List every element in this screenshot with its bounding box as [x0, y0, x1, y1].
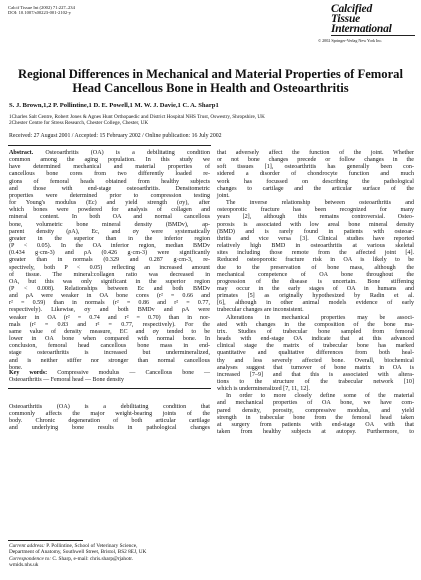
affiliation-line: 1Charles Salt Centre, Robert Jones & Agnes Hunt Orthopaedic and District Hospital NHS Trust, Oswestry, Shropshire, UK — [9, 114, 265, 120]
citation-line: Calcif Tissue Int (2002) 71:227–234 — [8, 5, 75, 10]
body-line: Alterations in mechanical properties may be associ- — [226, 314, 414, 321]
body-line: osteoporotic fracture has been recognized for many — [217, 207, 414, 214]
citation-block — [8, 5, 75, 16]
doi-line: DOI: 10.1007/s00223-001-2102-y — [8, 10, 72, 16]
abstract — [9, 150, 210, 372]
abstract-line: greater than in normals (0.329 and 0.287 g·cm-3, re- — [9, 257, 210, 264]
correspondence-label: Correspondence to: — [9, 555, 52, 562]
abstract-line: common among the aging population. In this study we — [9, 157, 210, 164]
journal-logo-line: Calcified — [331, 3, 372, 15]
abstract-line: spectively, both P < 0.05) reflecting an increased amount — [9, 264, 210, 271]
abstract-label: Abstract. — [9, 150, 34, 156]
body-line: heads with end-stage OA indicate that at this advanced — [217, 336, 414, 343]
abstract-line: (P < 0.008). Relationships between Ec and both BMDv — [9, 285, 210, 292]
body-line: In order to more closely define some of the material — [226, 393, 414, 400]
body-line: The inverse relationship between osteoarthritis and — [226, 200, 414, 207]
copyright-notice: © 2002 Springer-Verlag New York Inc. — [318, 38, 383, 43]
body-line: pared density, porosity, compressive modulus, and yield — [217, 407, 414, 414]
keywords-line: Compressive modulus — Cancellous bone — — [57, 370, 211, 376]
body-line: sites including those remote from the affected joint [4]. — [217, 250, 414, 257]
title-line: Regional Differences in Mechanical and Material Properties of Femoral — [18, 67, 403, 81]
abstract-line: parent density (ρA), Ec, and σy were systematically — [9, 228, 210, 235]
body-line: which is undermineralized [7, 11, 12]. — [217, 386, 310, 393]
body-line: work has focussed on describing the pathological — [217, 178, 414, 185]
body-line: due to the preservation of bone mass, although the — [217, 264, 414, 271]
intro-left — [9, 404, 210, 433]
body-line: strength in trabecular bone from the femoral head taken — [217, 414, 414, 421]
abstract-line: (P < 0.05). In the OA inferior region, median BMDv — [9, 243, 210, 250]
paragraph — [217, 150, 414, 200]
body-line: Reduced osteoporotic fracture risk in OA is likely to be — [217, 257, 414, 264]
body-line: quantitative and qualitative differences from both heal- — [217, 350, 414, 357]
article-title — [4, 67, 417, 95]
keywords-line: Osteoarthritis — Femoral head — Bone density — [9, 377, 124, 384]
body-line: or not bone changes precede or follow changes in the — [217, 157, 414, 164]
abstract-line: same value of density measure, EC and σy tended to be — [9, 328, 210, 335]
affiliations — [9, 114, 265, 126]
affiliation-line: 2Chester Centre for Stress Research, Chester College, Chester, UK — [9, 120, 149, 127]
abstract-first-line: Osteoarthritis (OA) is a debilitating condition — [45, 150, 210, 156]
paragraph — [217, 200, 414, 315]
abstract-line: respectively). Likewise, σy and both BMDv and ρA were — [9, 307, 210, 314]
body-line: joint. — [217, 192, 230, 199]
paragraph — [217, 315, 414, 394]
abstract-line: OA, but this was only significant in the superior region — [9, 278, 210, 285]
abstract-line: weaker in OA (r² = 0.74 and r² = 0.70) than in nor- — [9, 314, 210, 321]
abstract-line: and ρA were weaker in OA bone cores (r² = 0.66 and — [9, 293, 210, 300]
body-line: relatively high BMD in osteoarthritis at various skeletal — [217, 243, 414, 250]
received-dates: Received: 27 August 2001 / Accepted: 15 February 2002 / Online publication: 16 July 2002 — [9, 133, 222, 139]
body-line: may occur in the early stages of OA in humans and — [217, 285, 414, 292]
journal-logo — [331, 4, 419, 34]
abstract-line: for Young's modulus (Ec) and yield strength (σy), after — [9, 200, 210, 207]
body-line: and mechanical properties of OA bone, we have com- — [217, 400, 414, 407]
intro-line: commonly affects the major weight-bearing joints of the — [9, 411, 210, 418]
abstract-line: which bones were powdered for analysis of collagen and — [9, 207, 210, 214]
body-line: changes to cartilage and the articular surface of the — [217, 185, 414, 192]
body-line: taken from healthy subjects at autopsy. Furthermore, to — [217, 429, 414, 436]
abstract-line: stage osteoarthritis is increased but undermineralized, — [9, 350, 210, 357]
paragraph — [217, 393, 414, 436]
body-line: clinical stage the matrix of trabecular bone has marked — [217, 343, 414, 350]
intro-line: Osteoarthritis (OA) is a debilitating condition that — [9, 404, 210, 410]
author-list: S. J. Brown,1,2 P. Pollintine,1 D. E. Powell,1 M. W. J. Davie,1 C. A. Sharp1 — [9, 102, 219, 109]
abstract-line: r² = 0.59) than in normals (r² = 0.86 and r² = 0.77, — [9, 300, 210, 307]
intro-line: and underlying bone results in pathological changes — [9, 425, 210, 432]
logo-rule — [331, 35, 415, 36]
body-line: analyses suggest that turnover of bone matrix in OA is — [217, 364, 414, 371]
body-line: that adversely affect the function of the joint. Whether — [217, 150, 414, 156]
journal-logo-line: Tissue — [331, 13, 361, 25]
right-column — [217, 150, 414, 436]
abstract-line: of tissue. The mineral:collagen ratio was decreased in — [9, 271, 210, 278]
body-line: soft tissues [1], osteoarthritis has generally been con- — [217, 164, 414, 171]
body-line: porosis is associated with low areal bone mineral density — [217, 221, 414, 228]
body-line: mechanical competence of OA bone throughout the — [217, 271, 414, 278]
abstract-line: bone. — [9, 364, 23, 371]
address-label: Current address: — [9, 543, 45, 549]
abstract-line: mals (r² = 0.83 and r² = 0.77, respectively). For the — [9, 321, 210, 328]
address-line: Department of Anatomy, Southwell Street, Bristol, BS2 8EJ, UK — [9, 549, 147, 556]
body-line: (BMD) and is rarely found in patients with osteoar- — [217, 228, 414, 235]
abstract-line: and those with end-stage osteoarthritis. Densitometric — [9, 185, 210, 192]
body-line: thy and less severely affected bone. Overall, biochemical — [217, 357, 414, 364]
body-line: primates [5] as originally hypothesized by Radin et al. — [217, 293, 414, 300]
body-line: trabecular changes are inconsistent. — [217, 307, 304, 314]
body-line: tions to the structure of the trabecular network [10] — [217, 379, 414, 385]
body-line: years [2], although this remains controversial. Osteo- — [217, 214, 414, 221]
abstract-line: bone, volumetric bone mineral density (BMDv), ap- — [9, 221, 210, 228]
address-text: P. Pollintine, School of Veterinary Science, — [46, 543, 138, 549]
footnote — [9, 543, 210, 568]
abstract-line: mineral content. In both OA and normal cancellous — [9, 214, 210, 221]
correspondence-line: wmids.nhs.uk — [9, 561, 39, 568]
keywords — [9, 370, 210, 384]
body-line: sidered a disorder of chondrocyte function and much — [217, 171, 414, 178]
abstract-line: have determined mechanical and material properties of — [9, 164, 210, 171]
abstract-rule — [8, 388, 211, 389]
abstract-line: cancellous bone cores from two differently loaded re- — [9, 171, 210, 178]
intro-line: body. Chronic degeneration of both articular cartilage — [9, 418, 210, 425]
body-line: progression of the disease is uncertain. Bone stiffening — [217, 278, 414, 285]
body-line: increased [7–9] and that this is associated with altera- — [217, 371, 414, 378]
abstract-line: properties were determined prior to compression testing — [9, 192, 210, 199]
abstract-line: lower in OA bone when compared with normal bone. In — [9, 336, 210, 343]
title-line: Head Cancellous Bone in Health and Osteoarthritis — [72, 81, 349, 96]
abstract-line: and is neither stiffer nor stronger than normal cancellous — [9, 357, 210, 364]
abstract-line: conclusion, femoral head cancellous bone mass in end- — [9, 343, 210, 350]
body-line: trix. Studies of trabecular bone sampled from femoral — [217, 328, 414, 335]
abstract-line: gions of femoral heads obtained from healthy subjects — [9, 178, 210, 185]
body-line: ated with changes in the composition of the bone ma- — [217, 321, 414, 328]
abstract-line: (0.434 g·cm-3) and ρA (0.426 g·cm-3) were significantly — [9, 250, 210, 257]
abstract-line: greater in the superior than in the inferior region — [9, 235, 210, 242]
keywords-label: Key words: — [9, 370, 48, 376]
body-line: [6], although in other animal models evidence of early — [217, 300, 414, 307]
body-line: thritis and vice versa [3]. Clinical studies have reported — [217, 235, 414, 242]
correspondence-text: C. Sharp, e-mail: chris.sharp@rjahotr. — [52, 555, 133, 562]
journal-logo-line: International — [331, 23, 392, 35]
footnote-rule — [8, 540, 83, 541]
header-rule — [8, 145, 211, 146]
body-line: at surgery from patients with end-stage OA with that — [217, 421, 414, 428]
